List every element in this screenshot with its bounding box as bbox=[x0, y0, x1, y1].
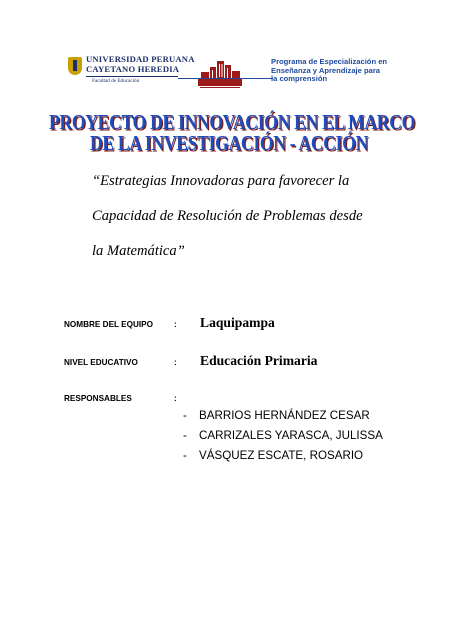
responsibles-colon: : bbox=[174, 394, 177, 403]
responsible-item bbox=[183, 429, 383, 442]
program-line1: Programa de Especialización en bbox=[271, 57, 388, 66]
project-subtitle-line1: “Estrategias Innovadoras para favorecer la bbox=[92, 173, 350, 189]
team-name-label: NOMBRE DEL EQUIPO bbox=[64, 320, 154, 329]
program-line2: Enseñanza y Aprendizaje para bbox=[271, 65, 381, 75]
responsible-name: CARRIZALES YARASCA, JULISSA bbox=[199, 429, 383, 442]
document-title-line1: PROYECTO DE INNOVACIÓN EN EL MARCO bbox=[49, 110, 415, 134]
education-level-colon: : bbox=[174, 358, 177, 367]
responsible-item bbox=[183, 409, 370, 422]
project-subtitle-line3: la Matemática” bbox=[92, 243, 185, 259]
list-bullet: - bbox=[183, 429, 187, 442]
team-name-value: Laquipampa bbox=[200, 315, 275, 330]
project-subtitle-line2: Capacidad de Resolución de Problemas desde bbox=[92, 208, 363, 224]
responsibles-label: RESPONSABLES bbox=[64, 394, 132, 403]
university-name-line2: CAYETANO HEREDIA bbox=[86, 63, 180, 74]
university-name-line1: UNIVERSIDAD PERUANA bbox=[86, 54, 195, 64]
program-name bbox=[271, 58, 387, 84]
university-logo bbox=[68, 54, 195, 87]
document-title-line2: DE LA INVESTIGACIÓN - ACCIÓN bbox=[89, 131, 369, 155]
university-shield-icon bbox=[68, 57, 82, 75]
header-divider bbox=[178, 78, 273, 79]
responsible-item bbox=[183, 449, 363, 462]
responsible-name: VÁSQUEZ ESCATE, ROSARIO bbox=[199, 449, 364, 462]
university-name bbox=[86, 55, 195, 74]
list-bullet: - bbox=[183, 449, 187, 462]
university-divider bbox=[86, 76, 178, 77]
faculty-name: Facultad de Educación bbox=[92, 78, 140, 84]
responsible-name: BARRIOS HERNÁNDEZ CESAR bbox=[199, 409, 370, 422]
program-line3: la comprensión bbox=[271, 74, 328, 84]
list-bullet: - bbox=[183, 409, 187, 422]
education-level-value: Educación Primaria bbox=[200, 353, 318, 368]
team-name-colon: : bbox=[174, 320, 177, 329]
institution-building-icon bbox=[196, 55, 244, 89]
education-level-label: NIVEL EDUCATIVO bbox=[64, 358, 138, 367]
